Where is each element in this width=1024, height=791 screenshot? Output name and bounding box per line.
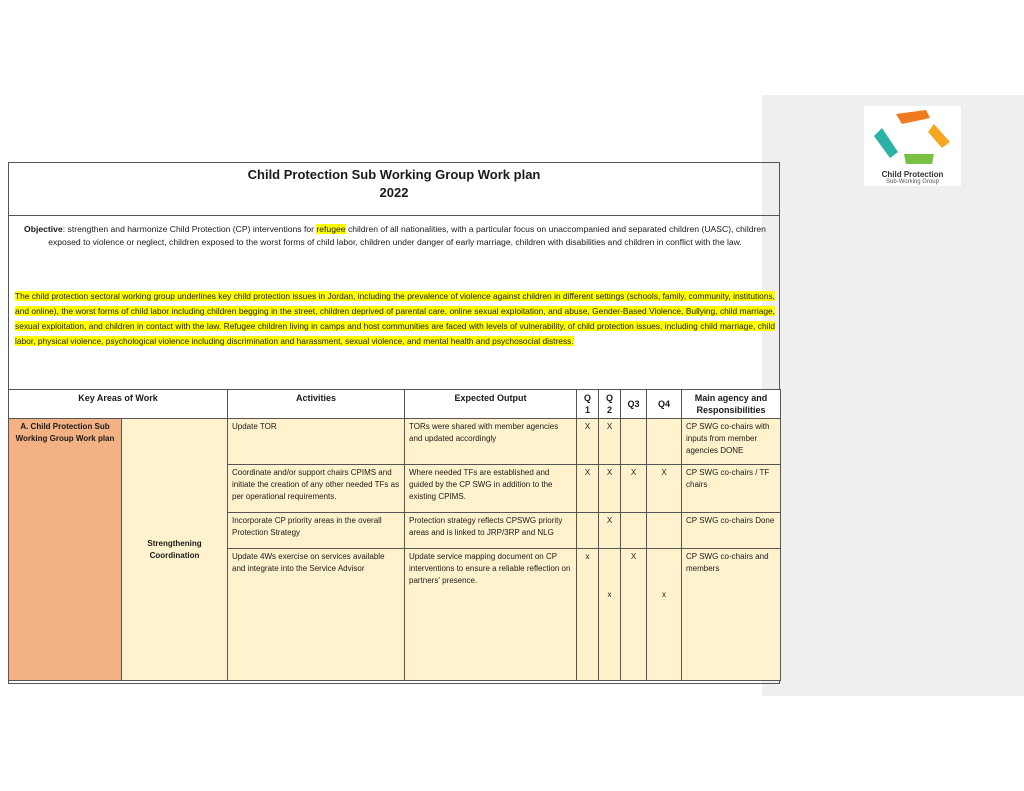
objective-part-1: : strengthen and harmonize Child Protection (CP) interventions for [62,224,317,234]
q1-cell [577,513,599,549]
q1-cell: X [577,465,599,513]
q1-cell: X [577,419,599,465]
context-text: The child protection sectoral working group underlines key child protection issues in Jordan, including the prevalence of violence against children in different settings (schools, family, community, institutions, and online), the worst forms of child labor including children begging in the street, children deprived of parental care, online sexual exploitation, and abuse, Gender-Based Violence, Bullying, child marriage, sexual exploitation, and children in contact with the law. Refugee children living in camps and host communities are faced with levels of vulnerability, of child protection issues, including child marriage, child labor, physical violence, psychological violence including discrimination and harassment, sexual violence, and mental health and psychosocial distress. [15,291,775,346]
logo-subtitle: Sub-Working Group [886,179,939,185]
output-cell: Where needed TFs are established and guided by the CP SWG in addition to the existing CPIMS. [405,465,577,513]
q2-cell: x [599,549,621,681]
objective-label: Objective [24,224,63,234]
q4-cell: x [647,549,682,681]
table-row [9,419,781,465]
objective-text [19,223,771,249]
workplan-document [8,162,780,684]
header-key-areas: Key Areas of Work [9,390,228,419]
output-cell: TORs were shared with member agencies and updated accordingly [405,419,577,465]
table-header-row [9,390,781,419]
header-q3: Q3 [621,390,647,419]
activity-cell: Incorporate CP priority areas in the overall Protection Strategy [228,513,405,549]
q4-cell [647,513,682,549]
activity-cell: Coordinate and/or support chairs CPIMS and initiate the creation of any other needed TFs as per operational requirements. [228,465,405,513]
agency-cell: CP SWG co-chairs with inputs from member agencies DONE [682,419,781,465]
header-q4: Q4 [647,390,682,419]
q1-cell: x [577,549,599,681]
q2-cell: X [599,465,621,513]
hands-logo-icon [868,108,957,170]
q3-cell: X [621,465,647,513]
document-year: 2022 [379,185,409,200]
cp-swg-logo [864,106,961,186]
objective-highlight: refugee [316,224,346,234]
agency-cell: CP SWG co-chairs Done [682,513,781,549]
key-area-cell: A. Child Protection Sub Working Group Work plan [9,419,122,681]
agency-cell: CP SWG co-chairs / TF chairs [682,465,781,513]
objective-part-2: children of all nationalities, with a particular focus on unaccompanied and separated children (UASC), children exposed to violence or neglect, children exposed to the worst forms of child labor, children under danger of early marriage, children with disabilities and children in conflict with the law. [48,224,766,247]
agency-cell: CP SWG co-chairs and members [682,549,781,681]
sub-area-cell: Strengthening Coordination [122,419,228,681]
q2-cell: X [599,513,621,549]
q4-cell: X [647,465,682,513]
title-divider [9,215,779,216]
output-cell: Protection strategy reflects CPSWG priority areas and is linked to JRP/3RP and NLG [405,513,577,549]
context-paragraph [15,289,775,349]
header-activities: Activities [228,390,405,419]
q3-cell [621,419,647,465]
activity-cell: Update 4Ws exercise on services available and integrate into the Service Advisor [228,549,405,681]
logo-title: Child Protection [881,170,944,179]
q3-cell [621,513,647,549]
q4-cell [647,419,682,465]
header-agency: Main agency and Responsibilities [682,390,781,419]
header-q1: Q 1 [577,390,599,419]
q2-cell: X [599,419,621,465]
document-title: Child Protection Sub Working Group Work plan [247,167,541,182]
header-expected-output: Expected Output [405,390,577,419]
header-q2: Q 2 [599,390,621,419]
q3-cell: X [621,549,647,681]
workplan-table [8,389,781,681]
output-cell: Update service mapping document on CP interventions to ensure a reliable reflection on partners' presence. [405,549,577,681]
activity-cell: Update TOR [228,419,405,465]
